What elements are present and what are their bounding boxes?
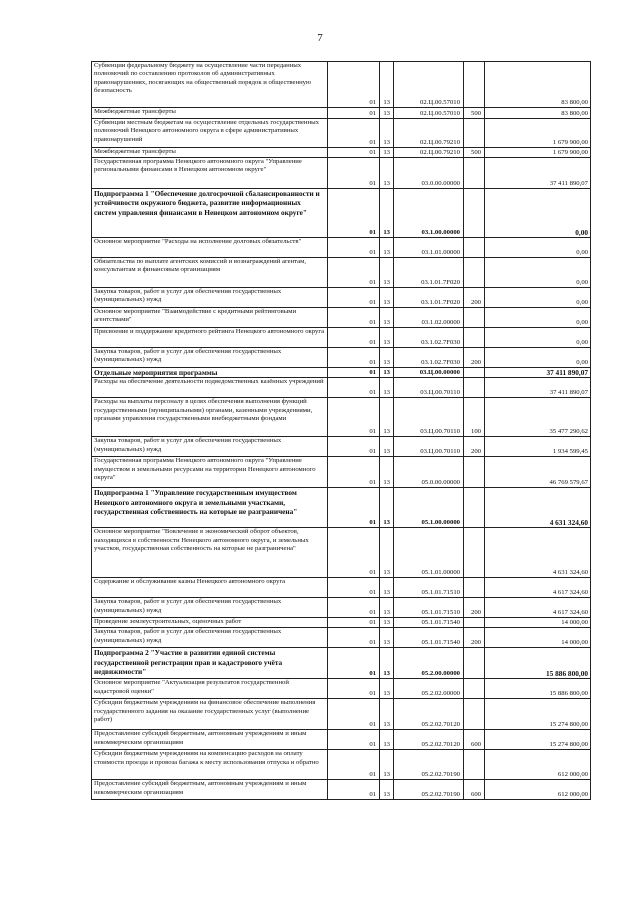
row-name: Основное мероприятие "Взаимодействие с кредитными рейтинговыми агентствами" <box>92 308 328 328</box>
row-name: Основное мероприятие "Вовлечение в экономический оборот объектов, находящихся в собственности Ненецкого автономного округа, и земельных участков, государственная собственность на которые не разграничена" <box>92 528 328 578</box>
row-name: Основное мероприятие "Расходы на исполнение долговых обязательств" <box>92 238 328 258</box>
table-row <box>92 578 591 598</box>
row-name: Подпрограмма 2 "Участие в развитии единой системы государственной регистрации прав и кадастрового учёта недвижимости" <box>92 648 328 679</box>
row-name: Предоставление субсидий бюджетным, автономным учреждениям и иным некоммерческим организациям <box>92 730 328 750</box>
row-amount: 0,00 <box>485 258 591 288</box>
row-target-article: 03.Ц.00.70110 <box>394 437 464 457</box>
row-section-code: 13 <box>380 368 394 378</box>
page-number: 7 <box>317 32 323 44</box>
row-ministry-code: 01 <box>328 398 380 437</box>
row-expense-type: 200 <box>464 437 485 457</box>
row-amount: 0,00 <box>485 238 591 258</box>
row-expense-type <box>464 378 485 398</box>
table-row <box>92 780 591 800</box>
row-ministry-code: 01 <box>328 62 380 108</box>
row-name: Закупка товаров, работ и услуг для обеспечения государственных (муниципальных) нужд <box>92 437 328 457</box>
row-section-code: 13 <box>380 378 394 398</box>
row-target-article: 03.1.01.7F020 <box>394 288 464 308</box>
row-target-article: 03.1.02.7F030 <box>394 328 464 348</box>
row-target-article: 03.1.00.00000 <box>394 189 464 238</box>
table-row <box>92 238 591 258</box>
row-expense-type: 200 <box>464 288 485 308</box>
row-amount: 15 274 800,00 <box>485 730 591 750</box>
row-section-code: 13 <box>380 62 394 108</box>
row-section-code: 13 <box>380 528 394 578</box>
row-expense-type <box>464 258 485 288</box>
row-target-article: 05.1.01.71510 <box>394 578 464 598</box>
row-expense-type: 500 <box>464 148 485 158</box>
row-name: Субсидии бюджетным учреждениям на финансовое обеспечение выполнения государственного задания на оказание государственных услуг (выполнение работ) <box>92 699 328 730</box>
row-section-code: 13 <box>380 189 394 238</box>
table-row <box>92 368 591 378</box>
row-section-code: 13 <box>380 108 394 119</box>
row-expense-type: 100 <box>464 398 485 437</box>
row-target-article: 02.Ц.00.57010 <box>394 62 464 108</box>
row-section-code: 13 <box>380 238 394 258</box>
row-section-code: 13 <box>380 119 394 148</box>
row-expense-type <box>464 699 485 730</box>
row-amount: 15 886 800,00 <box>485 648 591 679</box>
table-row <box>92 699 591 730</box>
row-expense-type <box>464 189 485 238</box>
row-ministry-code: 01 <box>328 780 380 800</box>
table-row <box>92 398 591 437</box>
row-section-code: 13 <box>380 578 394 598</box>
row-target-article: 03.Ц.00.00000 <box>394 368 464 378</box>
row-expense-type <box>464 648 485 679</box>
row-target-article: 03.Ц.00.70110 <box>394 398 464 437</box>
row-name: Закупка товаров, работ и услуг для обеспечения государственных (муниципальных) нужд <box>92 598 328 618</box>
table-row <box>92 148 591 158</box>
row-ministry-code: 01 <box>328 437 380 457</box>
table-row <box>92 618 591 628</box>
row-ministry-code: 01 <box>328 189 380 238</box>
row-name: Субвенции местным бюджетам на осуществление отдельных государственных полномочий Ненецкого автономного округа в сфере административных правонарушений <box>92 119 328 148</box>
row-expense-type <box>464 679 485 699</box>
row-amount: 15 886 800,00 <box>485 679 591 699</box>
row-name: Закупка товаров, работ и услуг для обеспечения государственных (муниципальных) нужд <box>92 628 328 648</box>
table-row <box>92 648 591 679</box>
row-amount: 4 617 324,60 <box>485 578 591 598</box>
row-name: Подпрограмма 1 "Обеспечение долгосрочной сбалансированности и устойчивости окружного бюджета, развитие информационных систем управления финансами в Ненецком автономном округе" <box>92 189 328 238</box>
row-target-article: 05.2.02.70190 <box>394 750 464 780</box>
row-expense-type: 600 <box>464 780 485 800</box>
row-expense-type: 200 <box>464 598 485 618</box>
row-name: Предоставление субсидий бюджетным, автономным учреждениям и иным некоммерческим организациям <box>92 780 328 800</box>
budget-table <box>91 61 591 800</box>
row-amount: 0,00 <box>485 189 591 238</box>
row-name: Межбюджетные трансферты <box>92 148 328 158</box>
row-name: Подпрограмма 1 "Управление государственным имуществом Ненецкого автономного округа и земельными участками, государственная собственность на которые не разграничена" <box>92 488 328 528</box>
table-row <box>92 457 591 488</box>
row-ministry-code: 01 <box>328 618 380 628</box>
row-ministry-code: 01 <box>328 578 380 598</box>
row-ministry-code: 01 <box>328 348 380 368</box>
row-name: Закупка товаров, работ и услуг для обеспечения государственных (муниципальных) нужд <box>92 348 328 368</box>
row-section-code: 13 <box>380 148 394 158</box>
table-row <box>92 528 591 578</box>
row-section-code: 13 <box>380 398 394 437</box>
row-expense-type <box>464 158 485 189</box>
table-row <box>92 750 591 780</box>
table-row <box>92 598 591 618</box>
row-expense-type <box>464 488 485 528</box>
row-ministry-code: 01 <box>328 108 380 119</box>
table-row <box>92 378 591 398</box>
row-name: Субсидии бюджетным учреждениям на компенсацию расходов на оплату стоимости проезда и провоза багажа к месту использования отпуска и обратно <box>92 750 328 780</box>
row-amount: 37 411 890,07 <box>485 368 591 378</box>
row-section-code: 13 <box>380 348 394 368</box>
row-expense-type <box>464 238 485 258</box>
table-row <box>92 189 591 238</box>
row-name: Содержание и обслуживание казны Ненецкого автономного округа <box>92 578 328 598</box>
row-amount: 46 769 579,67 <box>485 457 591 488</box>
row-ministry-code: 01 <box>328 158 380 189</box>
row-ministry-code: 01 <box>328 699 380 730</box>
row-target-article: 03.Ц.00.70110 <box>394 378 464 398</box>
row-section-code: 13 <box>380 598 394 618</box>
row-section-code: 13 <box>380 628 394 648</box>
table-row <box>92 348 591 368</box>
row-ministry-code: 01 <box>328 148 380 158</box>
row-section-code: 13 <box>380 750 394 780</box>
row-section-code: 13 <box>380 288 394 308</box>
row-target-article: 05.0.00.00000 <box>394 457 464 488</box>
row-target-article: 05.2.02.70120 <box>394 699 464 730</box>
row-target-article: 02.Ц.00.79210 <box>394 119 464 148</box>
row-section-code: 13 <box>380 437 394 457</box>
row-amount: 1 934 599,45 <box>485 437 591 457</box>
row-amount: 612 000,00 <box>485 750 591 780</box>
row-section-code: 13 <box>380 328 394 348</box>
row-expense-type <box>464 578 485 598</box>
row-ministry-code: 01 <box>328 730 380 750</box>
row-target-article: 05.1.01.71540 <box>394 628 464 648</box>
table-row <box>92 258 591 288</box>
row-expense-type <box>464 750 485 780</box>
row-section-code: 13 <box>380 679 394 699</box>
row-expense-type <box>464 528 485 578</box>
row-name: Межбюджетные трансферты <box>92 108 328 119</box>
table-body <box>92 62 591 800</box>
row-amount: 1 679 900,00 <box>485 119 591 148</box>
row-ministry-code: 01 <box>328 328 380 348</box>
row-expense-type <box>464 62 485 108</box>
row-amount: 15 274 800,00 <box>485 699 591 730</box>
table-row <box>92 119 591 148</box>
row-target-article: 05.1.01.00000 <box>394 528 464 578</box>
row-ministry-code: 01 <box>328 457 380 488</box>
row-expense-type <box>464 368 485 378</box>
row-ministry-code: 01 <box>328 648 380 679</box>
row-amount: 35 477 290,62 <box>485 398 591 437</box>
table-row <box>92 108 591 119</box>
row-expense-type <box>464 618 485 628</box>
table-row <box>92 437 591 457</box>
row-name: Субвенции федеральному бюджету на осуществление части переданных полномочий по составлению протоколов об административных правонарушениях, посягающих на общественный порядок и общественную безопасность <box>92 62 328 108</box>
table-row <box>92 308 591 328</box>
row-name: Проведение землеустроительных, оценочных работ <box>92 618 328 628</box>
row-expense-type <box>464 308 485 328</box>
row-expense-type: 200 <box>464 628 485 648</box>
row-ministry-code: 01 <box>328 488 380 528</box>
table-row <box>92 328 591 348</box>
row-section-code: 13 <box>380 648 394 679</box>
row-target-article: 03.1.01.7F020 <box>394 258 464 288</box>
row-amount: 37 411 890,07 <box>485 378 591 398</box>
row-target-article: 05.2.02.70120 <box>394 730 464 750</box>
table-row <box>92 730 591 750</box>
row-ministry-code: 01 <box>328 679 380 699</box>
row-ministry-code: 01 <box>328 258 380 288</box>
row-target-article: 05.2.00.00000 <box>394 648 464 679</box>
row-section-code: 13 <box>380 158 394 189</box>
row-amount: 0,00 <box>485 328 591 348</box>
row-name: Государственная программа Ненецкого автономного округа "Управление имуществом и земельными ресурсами на территории Ненецкого автономного округа" <box>92 457 328 488</box>
row-section-code: 13 <box>380 780 394 800</box>
row-section-code: 13 <box>380 618 394 628</box>
row-name: Расходы на выплаты персоналу в целях обеспечения выполнения функций государственными (муниципальными) органами, казенными учреждениями, органами управления государственными внебюджетными фондами <box>92 398 328 437</box>
row-amount: 37 411 890,07 <box>485 158 591 189</box>
row-amount: 83 800,00 <box>485 62 591 108</box>
row-amount: 0,00 <box>485 288 591 308</box>
row-target-article: 03.0.00.00000 <box>394 158 464 189</box>
row-target-article: 05.1.01.71510 <box>394 598 464 618</box>
row-amount: 612 000,00 <box>485 780 591 800</box>
row-ministry-code: 01 <box>328 750 380 780</box>
row-ministry-code: 01 <box>328 368 380 378</box>
row-amount: 4 617 324,60 <box>485 598 591 618</box>
table-row <box>92 62 591 108</box>
row-section-code: 13 <box>380 258 394 288</box>
row-ministry-code: 01 <box>328 238 380 258</box>
row-amount: 1 679 900,00 <box>485 148 591 158</box>
row-target-article: 05.2.02.70190 <box>394 780 464 800</box>
row-target-article: 02.Ц.00.79210 <box>394 148 464 158</box>
table-row <box>92 158 591 189</box>
row-section-code: 13 <box>380 308 394 328</box>
row-expense-type <box>464 457 485 488</box>
row-expense-type <box>464 119 485 148</box>
row-ministry-code: 01 <box>328 628 380 648</box>
row-expense-type: 500 <box>464 108 485 119</box>
row-name: Отдельные мероприятия программы <box>92 368 328 378</box>
row-expense-type: 200 <box>464 348 485 368</box>
row-target-article: 03.1.02.7F030 <box>394 348 464 368</box>
row-target-article: 05.1.00.00000 <box>394 488 464 528</box>
row-target-article: 03.1.02.00000 <box>394 308 464 328</box>
row-ministry-code: 01 <box>328 119 380 148</box>
row-name: Обязательства по выплате агентских комиссий и вознаграждений агентам, консультантам и финансовым организациям <box>92 258 328 288</box>
row-section-code: 13 <box>380 457 394 488</box>
row-name: Закупка товаров, работ и услуг для обеспечения государственных (муниципальных) нужд <box>92 288 328 308</box>
row-expense-type <box>464 328 485 348</box>
row-section-code: 13 <box>380 488 394 528</box>
row-amount: 0,00 <box>485 348 591 368</box>
row-name: Расходы на обеспечение деятельности подведомственных казённых учреждений <box>92 378 328 398</box>
row-ministry-code: 01 <box>328 308 380 328</box>
row-name: Государственная программа Ненецкого автономного округа "Управление региональными финансами в Ненецком автономном округе" <box>92 158 328 189</box>
row-amount: 4 631 324,60 <box>485 488 591 528</box>
row-section-code: 13 <box>380 730 394 750</box>
row-ministry-code: 01 <box>328 528 380 578</box>
row-amount: 14 000,00 <box>485 628 591 648</box>
row-amount: 83 800,00 <box>485 108 591 119</box>
row-ministry-code: 01 <box>328 288 380 308</box>
row-amount: 0,00 <box>485 308 591 328</box>
row-target-article: 05.1.01.71540 <box>394 618 464 628</box>
table-row <box>92 628 591 648</box>
row-name: Присвоение и поддержание кредитного рейтинга Ненецкого автономного округа <box>92 328 328 348</box>
table-row <box>92 488 591 528</box>
row-amount: 14 000,00 <box>485 618 591 628</box>
row-target-article: 02.Ц.00.57010 <box>394 108 464 119</box>
row-amount: 4 631 324,60 <box>485 528 591 578</box>
row-target-article: 05.2.02.00000 <box>394 679 464 699</box>
row-target-article: 03.1.01.00000 <box>394 238 464 258</box>
row-name: Основное мероприятие "Актуализация результатов государственной кадастровой оценки" <box>92 679 328 699</box>
row-section-code: 13 <box>380 699 394 730</box>
row-ministry-code: 01 <box>328 598 380 618</box>
table-row <box>92 288 591 308</box>
row-expense-type: 600 <box>464 730 485 750</box>
table-row <box>92 679 591 699</box>
row-ministry-code: 01 <box>328 378 380 398</box>
